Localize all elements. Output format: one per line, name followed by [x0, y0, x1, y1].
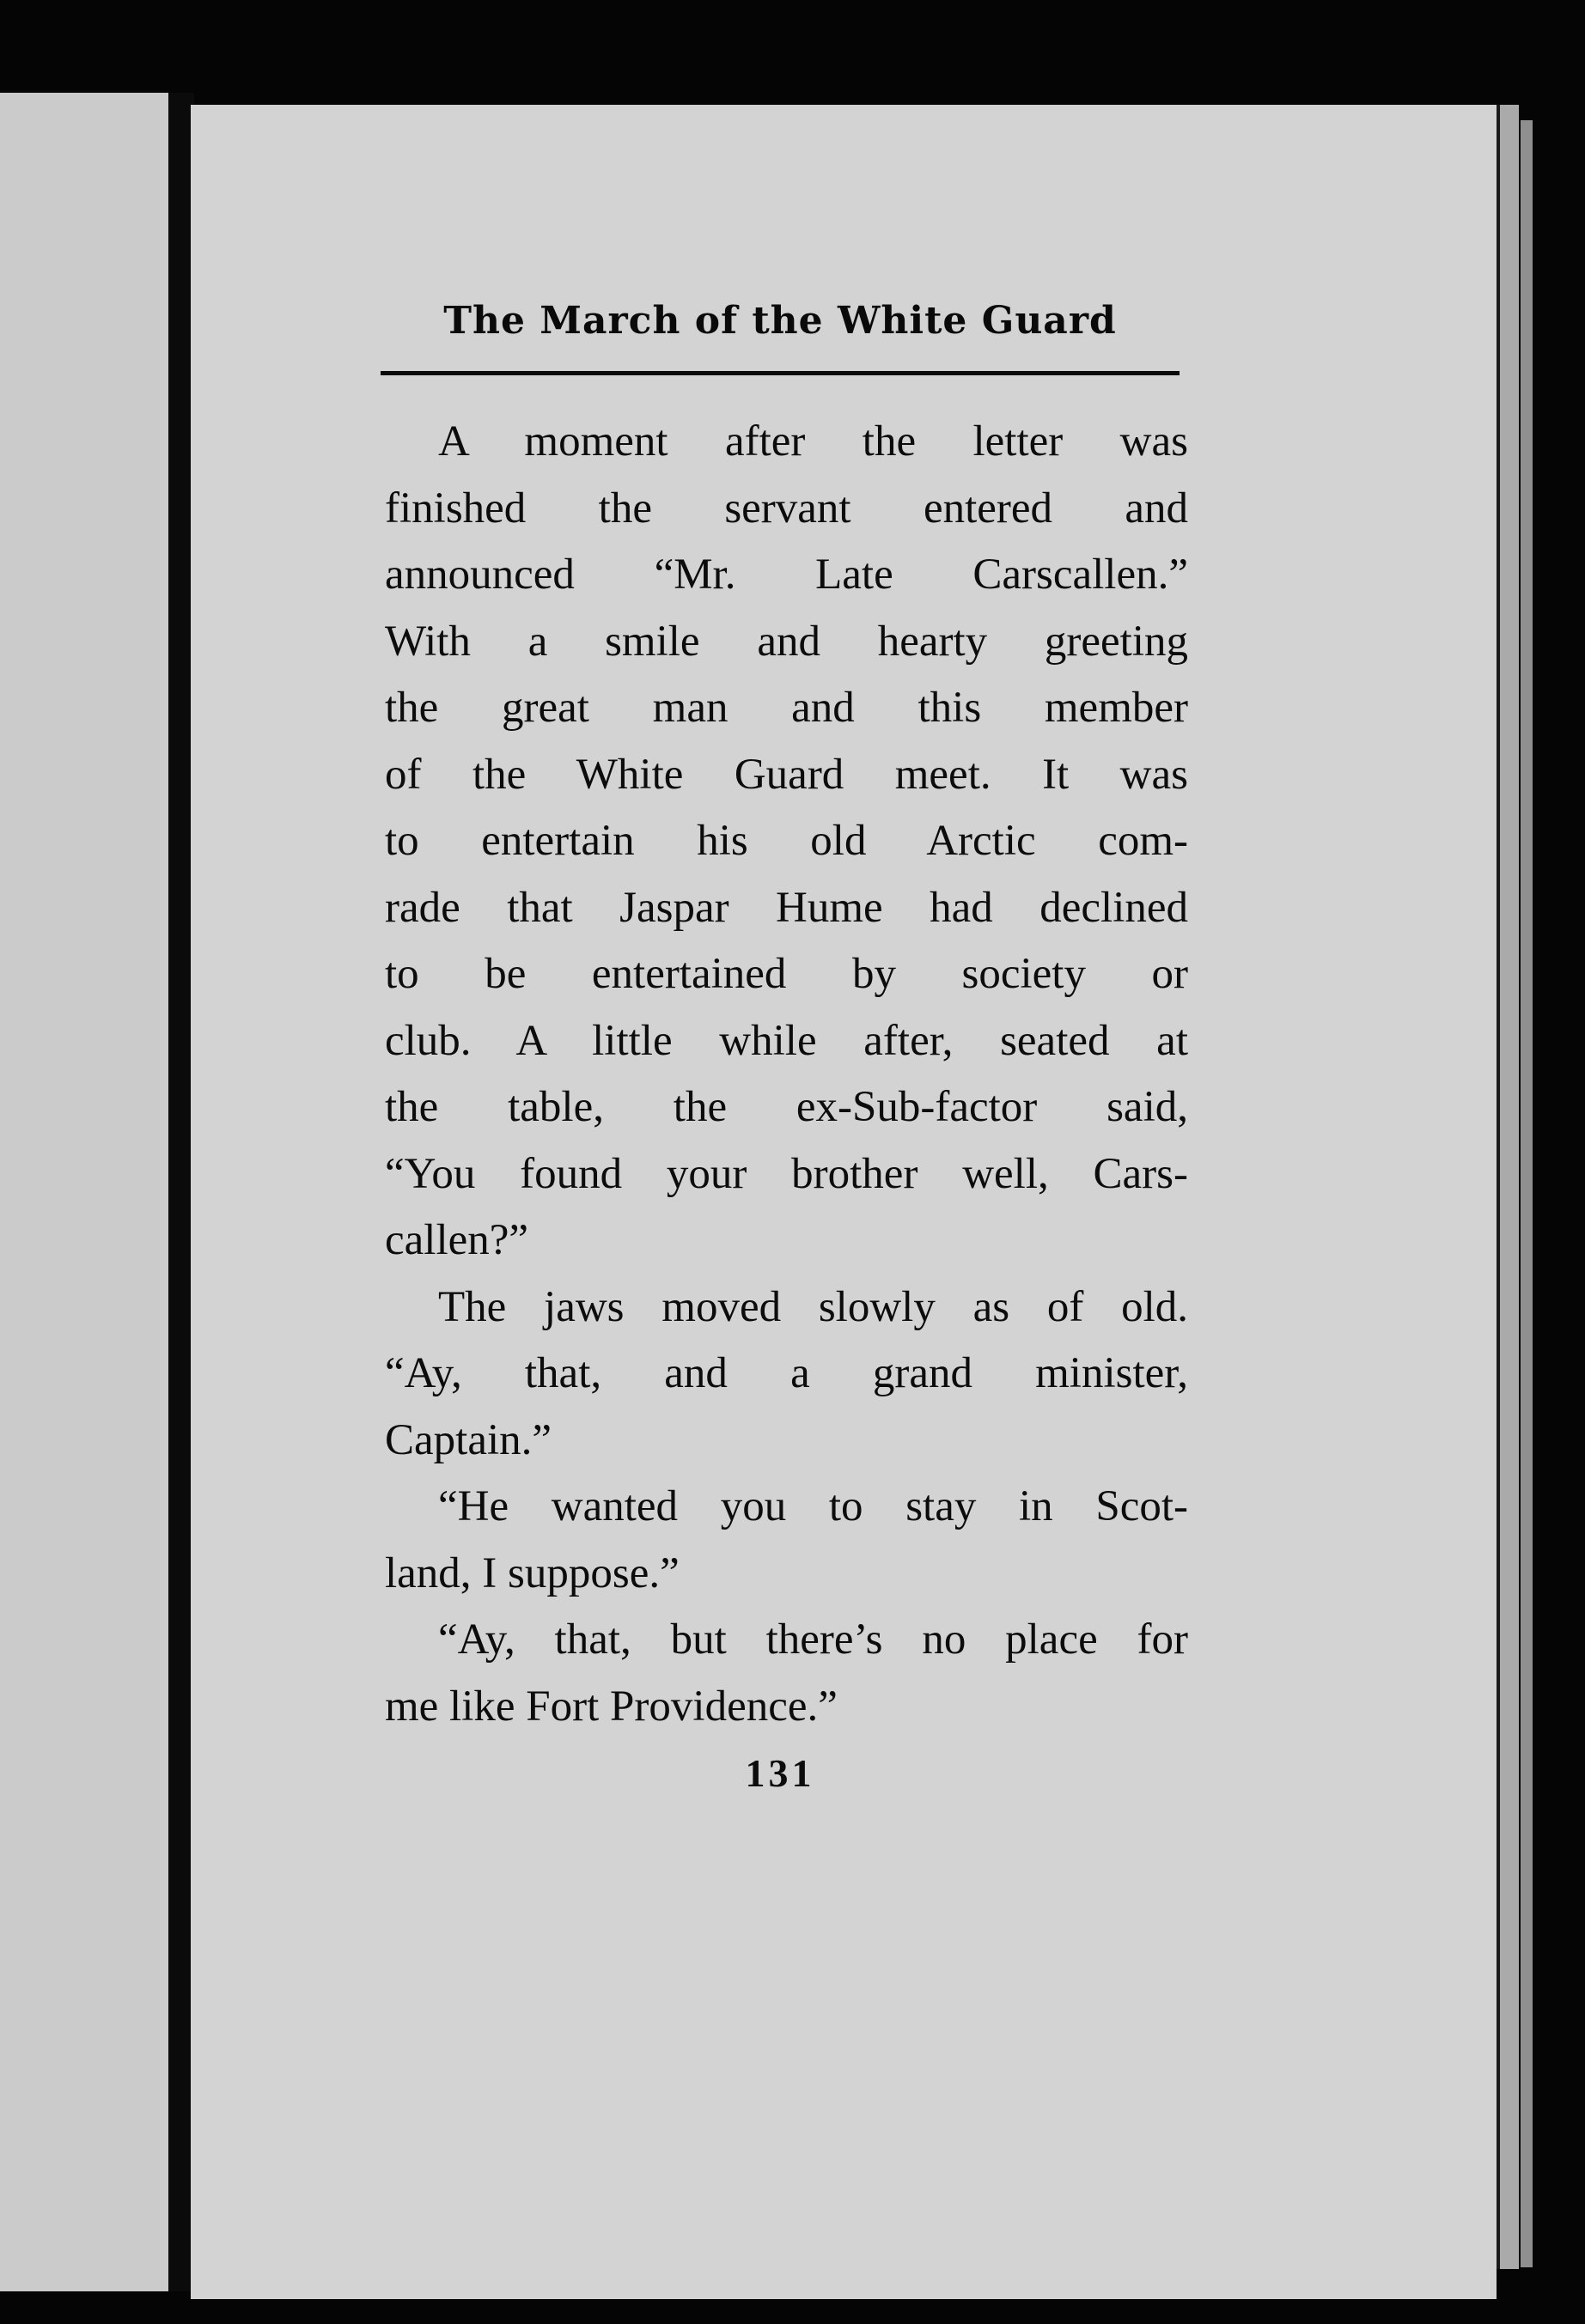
body-text	[385, 409, 1188, 1740]
text-line: “You found your brother well, Cars-	[385, 1149, 1188, 1198]
text-line: of the White Guard meet. It was	[385, 750, 1188, 799]
page-number: 131	[745, 1751, 815, 1795]
text-line: to be entertained by society or	[385, 950, 1188, 998]
text-line: The jaws moved slowly as of old.	[438, 1282, 1188, 1331]
text-line: A moment after the letter was	[438, 417, 1188, 465]
text-line: the great man and this member	[385, 684, 1188, 732]
text-line: club. A little while after, seated at	[385, 1016, 1188, 1065]
text-line: With a smile and hearty greeting	[385, 617, 1188, 666]
text-line: the table, the ex-Sub-factor said,	[385, 1083, 1188, 1131]
text-line: announced “Mr. Late Carscallen.”	[385, 551, 1188, 599]
page-edge	[1497, 105, 1519, 2269]
text-line: Captain.”	[385, 1415, 552, 1464]
facing-page	[0, 93, 176, 2291]
text-line: “Ay, that, but there’s no place for	[438, 1615, 1188, 1664]
text-line: “Ay, that, and a grand minister,	[385, 1349, 1188, 1397]
text-line: finished the servant entered and	[385, 484, 1188, 532]
text-line: to entertain his old Arctic com-	[385, 817, 1188, 865]
text-line: rade that Jaspar Hume had declined	[385, 883, 1188, 932]
text-line: callen?”	[385, 1216, 529, 1264]
text-line: me like Fort Providence.”	[385, 1682, 838, 1731]
header-rule	[381, 371, 1180, 375]
text-line: land, I suppose.”	[385, 1548, 680, 1597]
running-head: The March of the White Guard	[443, 299, 1117, 343]
text-line: “He wanted you to stay in Scot-	[438, 1482, 1188, 1530]
page-edge-shadow	[1521, 120, 1533, 2267]
